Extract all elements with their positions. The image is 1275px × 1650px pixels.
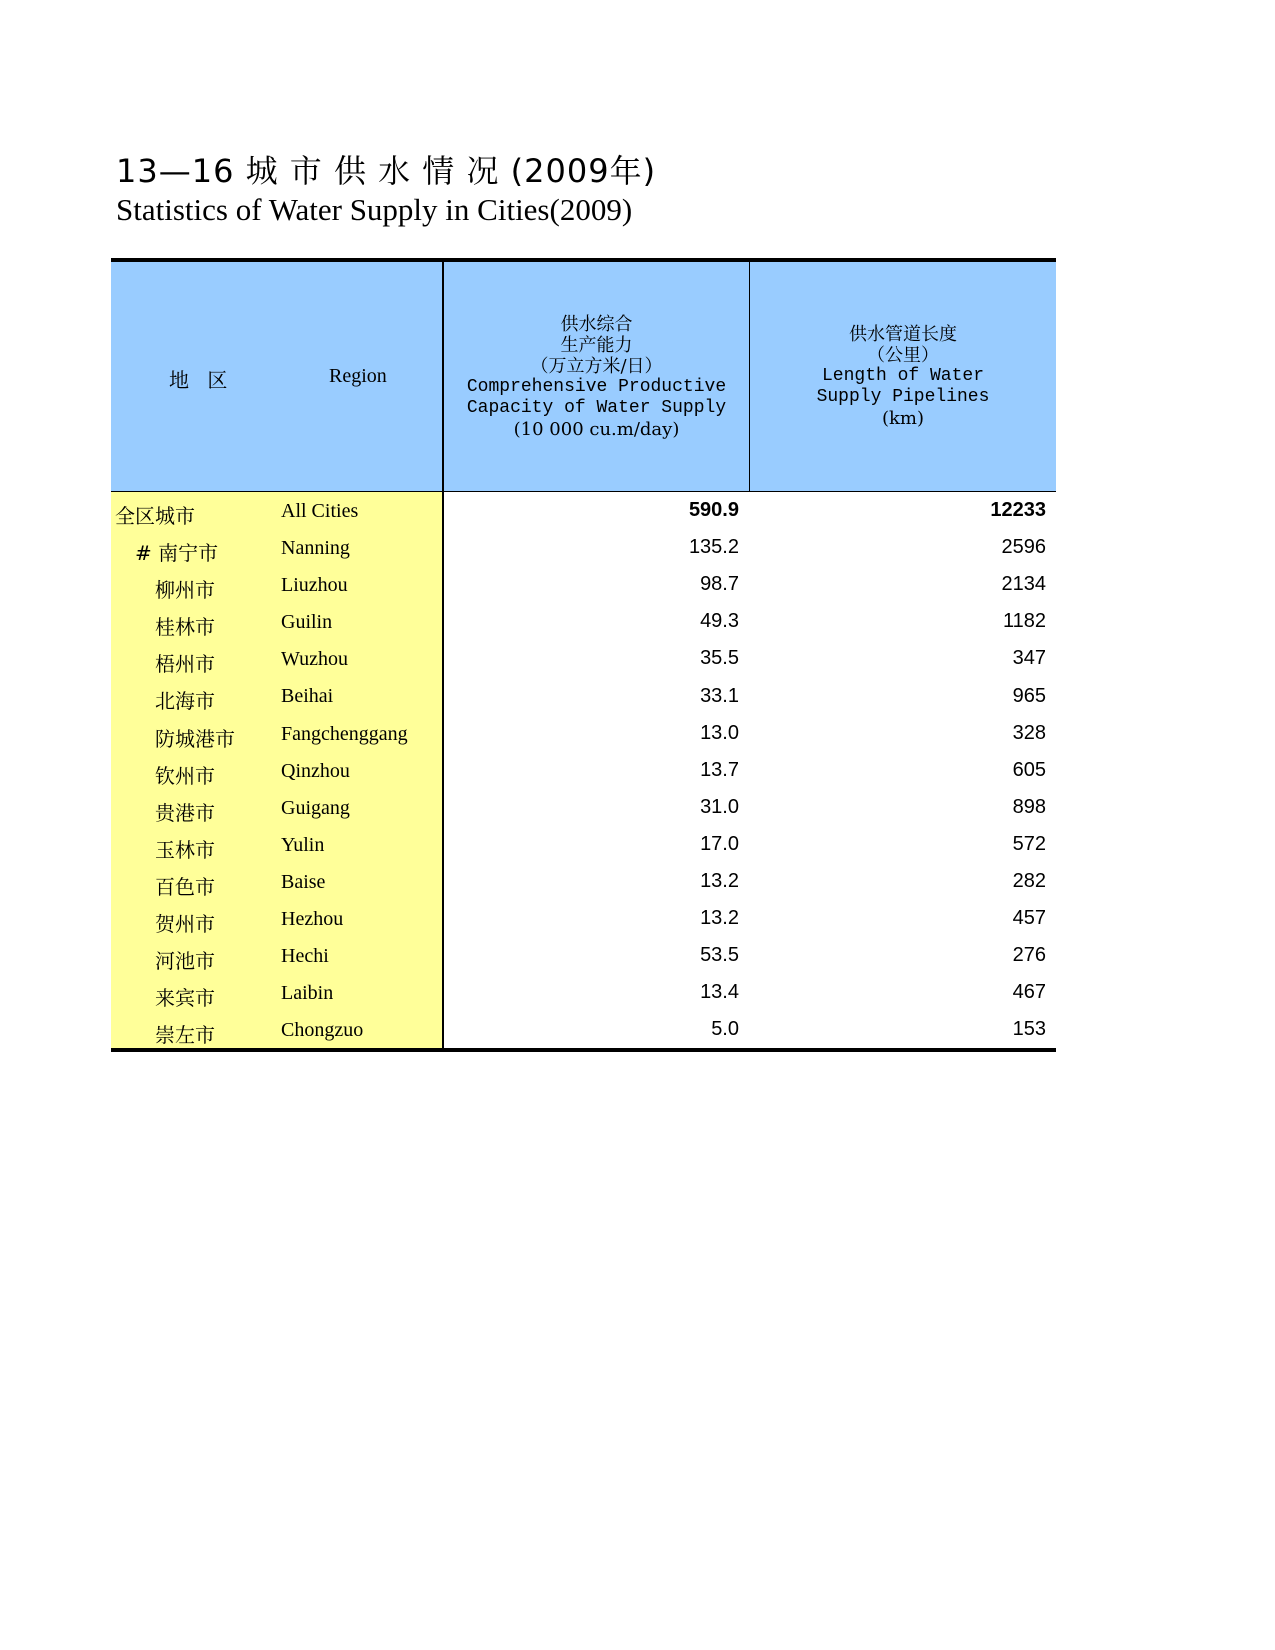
table-header xyxy=(111,262,1056,492)
region-name-en: Baise xyxy=(281,870,326,893)
table-row xyxy=(111,752,1056,789)
table-row xyxy=(111,603,1056,640)
header-length-en-3: (km) xyxy=(881,408,925,429)
region-name-cn: 贵港市 xyxy=(155,800,215,825)
length-cell: 457 xyxy=(1012,907,1046,930)
capacity-cell: 13.2 xyxy=(700,907,739,930)
region-name-cn: 来宾市 xyxy=(155,986,215,1011)
page-title-en: Statistics of Water Supply in Cities(2009) xyxy=(116,192,633,227)
length-cell: 1182 xyxy=(1002,610,1046,633)
region-cell xyxy=(111,677,444,714)
length-cell: 965 xyxy=(1012,684,1046,707)
capacity-cell: 13.2 xyxy=(700,869,739,892)
table-row xyxy=(111,974,1056,1011)
capacity-cell: 13.0 xyxy=(700,721,739,744)
region-name-cn: 全区城市 xyxy=(115,504,195,528)
region-cell xyxy=(111,863,444,900)
length-cell: 282 xyxy=(1012,869,1046,892)
length-cell: 328 xyxy=(1012,721,1046,744)
region-name-en: Nanning xyxy=(281,537,350,560)
capacity-cell: 49.3 xyxy=(700,610,739,633)
table-row xyxy=(111,863,1056,900)
table-row xyxy=(111,492,1056,529)
length-cell: 572 xyxy=(1012,832,1046,855)
region-name-en: Guilin xyxy=(281,611,333,634)
region-name-en: Guigang xyxy=(281,796,350,819)
region-name-cn: 防城港市 xyxy=(155,726,235,751)
length-cell: 347 xyxy=(1012,647,1046,670)
table-row xyxy=(111,566,1056,603)
capacity-cell: 35.5 xyxy=(700,647,739,670)
table-row xyxy=(111,826,1056,863)
capacity-cell: 17.0 xyxy=(700,832,739,855)
capacity-cell: 590.9 xyxy=(688,499,739,522)
length-cell: 2596 xyxy=(1001,536,1046,559)
length-cell: 276 xyxy=(1012,944,1046,967)
length-cell: 2134 xyxy=(1001,573,1046,596)
region-cell xyxy=(111,715,444,752)
header-length-cn-1: 供水管道长度 xyxy=(849,324,957,345)
table-row xyxy=(111,529,1056,566)
region-name-cn: 玉林市 xyxy=(155,837,215,862)
length-cell: 898 xyxy=(1012,795,1046,818)
region-cell xyxy=(111,974,444,1011)
table-row xyxy=(111,677,1056,714)
region-name-en: Qinzhou xyxy=(281,759,350,782)
region-cell xyxy=(111,492,444,529)
region-name-en: Laibin xyxy=(281,982,334,1005)
region-name-cn: 北海市 xyxy=(155,689,215,714)
region-cell xyxy=(111,826,444,863)
region-cell xyxy=(111,1011,444,1048)
header-capacity-cn-2: 生产能力 xyxy=(560,334,633,356)
header-region-en: Region xyxy=(329,365,387,387)
header-region xyxy=(111,262,444,491)
region-name-en: Hezhou xyxy=(281,908,344,931)
region-cell xyxy=(111,752,444,789)
region-name-cn: 柳州市 xyxy=(155,578,215,603)
capacity-cell: 5.0 xyxy=(711,1018,739,1041)
capacity-cell: 31.0 xyxy=(700,795,739,818)
region-name-en: All Cities xyxy=(281,500,359,522)
region-name-en: Beihai xyxy=(281,685,334,708)
region-name-en: Fangchenggang xyxy=(281,722,408,745)
capacity-cell: 135.2 xyxy=(688,536,739,559)
length-cell: 153 xyxy=(1012,1018,1046,1041)
length-cell: 467 xyxy=(1012,981,1046,1004)
water-supply-table xyxy=(111,258,1056,1052)
header-length-en-2: Supply Pipelines xyxy=(816,387,990,407)
capacity-cell: 33.1 xyxy=(700,684,739,707)
region-name-en: Wuzhou xyxy=(281,648,348,671)
header-capacity-en-3: (10 000 cu.m/day) xyxy=(513,418,680,440)
region-name-cn: 桂林市 xyxy=(155,615,215,640)
region-cell xyxy=(111,937,444,974)
capacity-cell: 98.7 xyxy=(700,573,739,596)
region-cell xyxy=(111,900,444,937)
table-row xyxy=(111,789,1056,826)
length-cell: 12233 xyxy=(990,499,1046,522)
capacity-cell: 13.4 xyxy=(700,981,739,1004)
capacity-cell: 13.7 xyxy=(700,758,739,781)
header-capacity-cn-1: 供水综合 xyxy=(560,313,633,335)
table-row xyxy=(111,937,1056,974)
header-region-cn: 地 区 xyxy=(169,368,234,392)
capacity-cell: 53.5 xyxy=(700,944,739,967)
header-length xyxy=(750,262,1056,491)
region-cell xyxy=(111,640,444,677)
table-row xyxy=(111,715,1056,752)
header-capacity-en-2: Capacity of Water Supply xyxy=(466,397,727,418)
table-row xyxy=(111,900,1056,937)
table-body xyxy=(111,492,1056,1048)
table-row xyxy=(111,640,1056,677)
region-name-en: Chongzuo xyxy=(281,1019,364,1042)
header-capacity-en-1: Comprehensive Productive xyxy=(466,376,727,397)
header-length-cn-2: （公里） xyxy=(867,345,939,366)
region-name-cn: 钦州市 xyxy=(155,763,215,788)
region-name-cn: 崇左市 xyxy=(155,1023,215,1048)
region-name-en: Hechi xyxy=(281,945,329,968)
region-name-cn: # 南宁市 xyxy=(135,541,219,566)
region-cell xyxy=(111,529,444,566)
region-name-en: Liuzhou xyxy=(281,574,348,597)
region-name-cn: 河池市 xyxy=(155,949,215,974)
region-cell xyxy=(111,566,444,603)
region-cell xyxy=(111,789,444,826)
region-name-en: Yulin xyxy=(281,833,325,856)
length-cell: 605 xyxy=(1012,758,1046,781)
region-name-cn: 贺州市 xyxy=(155,912,215,937)
header-capacity-cn-3: （万立方米/日） xyxy=(530,355,663,377)
page-title-cn: 13—16 城 市 供 水 情 况 (2009年) xyxy=(116,152,657,190)
table-row xyxy=(111,1011,1056,1048)
header-capacity xyxy=(444,262,750,491)
region-name-cn: 百色市 xyxy=(155,874,215,899)
region-name-cn: 梧州市 xyxy=(155,652,215,677)
header-length-en-1: Length of Water xyxy=(821,366,985,386)
region-cell xyxy=(111,603,444,640)
